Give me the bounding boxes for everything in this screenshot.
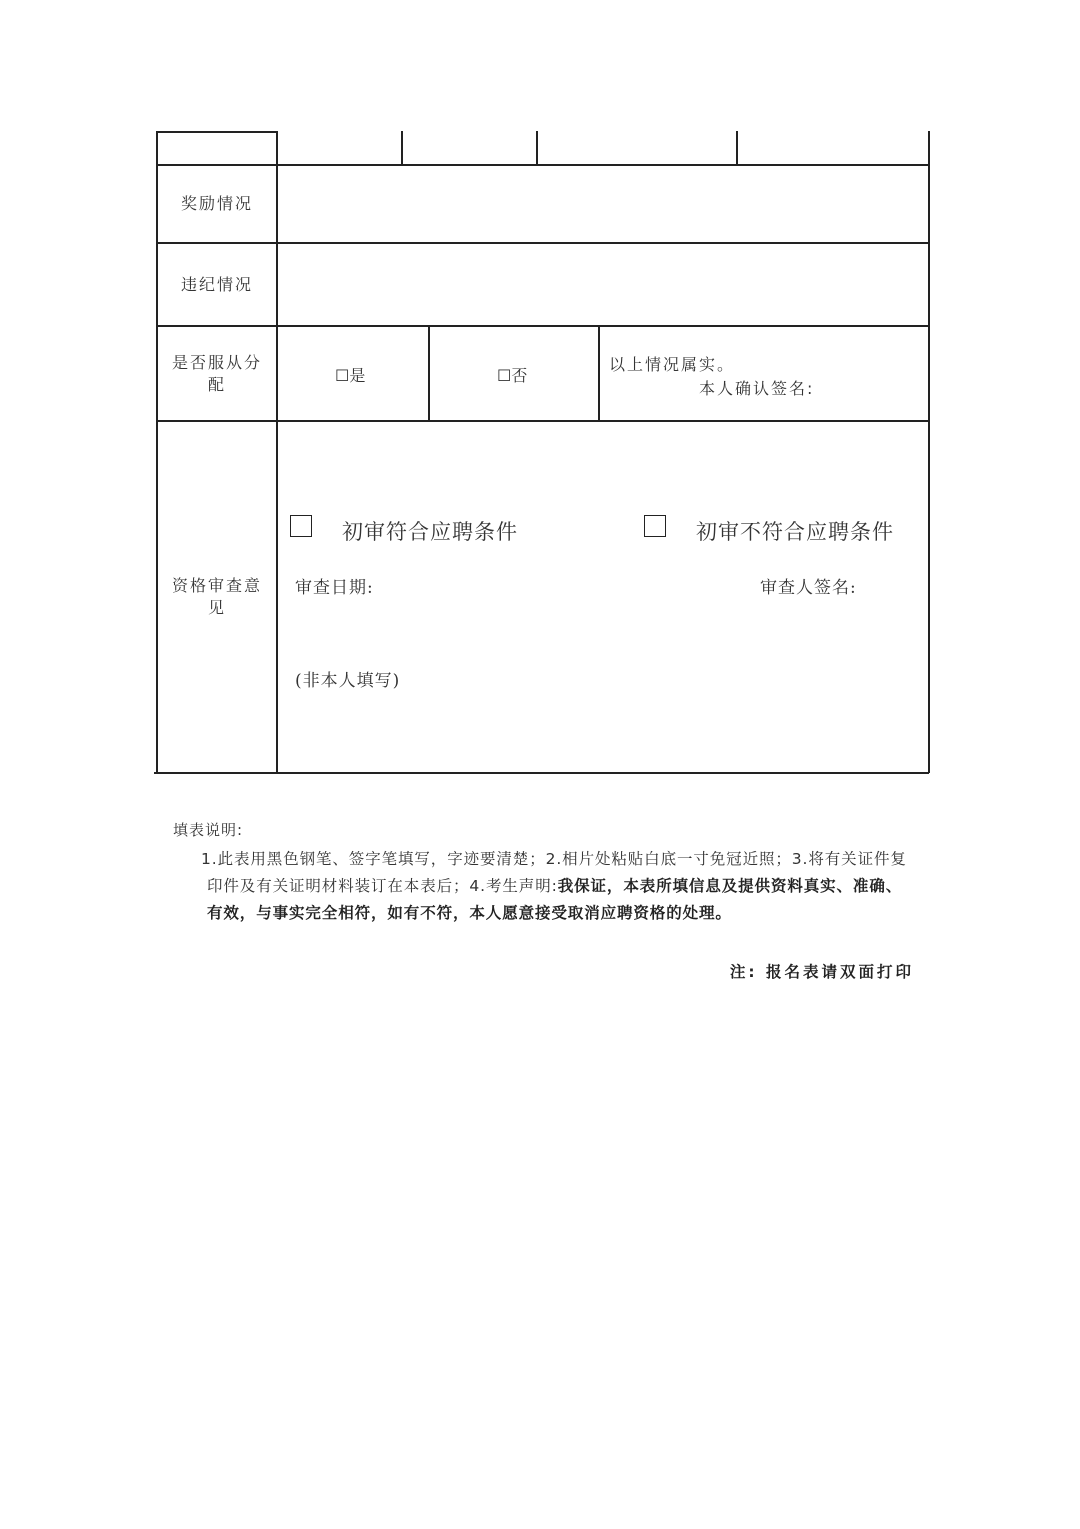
review-pass-checkbox[interactable]: [290, 515, 312, 537]
notes-title: 填表说明:: [173, 821, 244, 839]
review-fail-checkbox[interactable]: [644, 515, 666, 537]
notes-body-normal: 1.此表用黑色钢笔、签字笔填写，字迹要清楚；2.相片处粘贴白底一寸免冠近照；3.将有关证件复印件及有关证明材料装订在本表后；4.考生声明:: [201, 850, 907, 895]
assignment-label: 是否服从分配: [171, 352, 262, 394]
discipline-value-cell[interactable]: [278, 244, 928, 325]
table-line-top-col2: [401, 131, 403, 165]
awards-label: 奖励情况: [180, 194, 253, 213]
review-label: 资格审查意见: [171, 576, 262, 617]
table-line-top: [156, 131, 277, 133]
table-line-top-col4: [736, 131, 738, 165]
review-note: (非本人填写): [295, 671, 401, 691]
table-line-assign-col2: [428, 325, 430, 421]
assignment-no-option[interactable]: ☐否: [497, 366, 528, 385]
assignment-confirm-line1: 以上情况属实。: [609, 355, 736, 374]
table-line-bottom: [154, 772, 929, 774]
table-line-right: [928, 131, 930, 773]
discipline-label: 违纪情况: [180, 274, 253, 294]
notes-footer: 注: 报名表请双面打印: [729, 963, 914, 981]
review-date-label: 审查日期:: [295, 578, 374, 598]
awards-value-cell[interactable]: [278, 166, 928, 242]
assignment-yes-option[interactable]: ☐是: [335, 366, 366, 385]
notes-body-declaration: 我保证，本表所填信息及提供资料真实、准确、有效，与事实完全相符，如有不符，本人愿意接受取消应聘资格的处理。: [207, 877, 903, 922]
review-pass-label: 初审符合应聘条件: [342, 520, 518, 544]
table-line-assign-col3: [598, 325, 600, 421]
review-reviewer-label: 审查人签名:: [760, 578, 857, 598]
review-fail-label: 初审不符合应聘条件: [696, 520, 894, 544]
notes-body: [201, 846, 917, 927]
table-line-top-col3: [536, 131, 538, 165]
assignment-confirm-signature: 本人确认签名:: [699, 379, 815, 398]
